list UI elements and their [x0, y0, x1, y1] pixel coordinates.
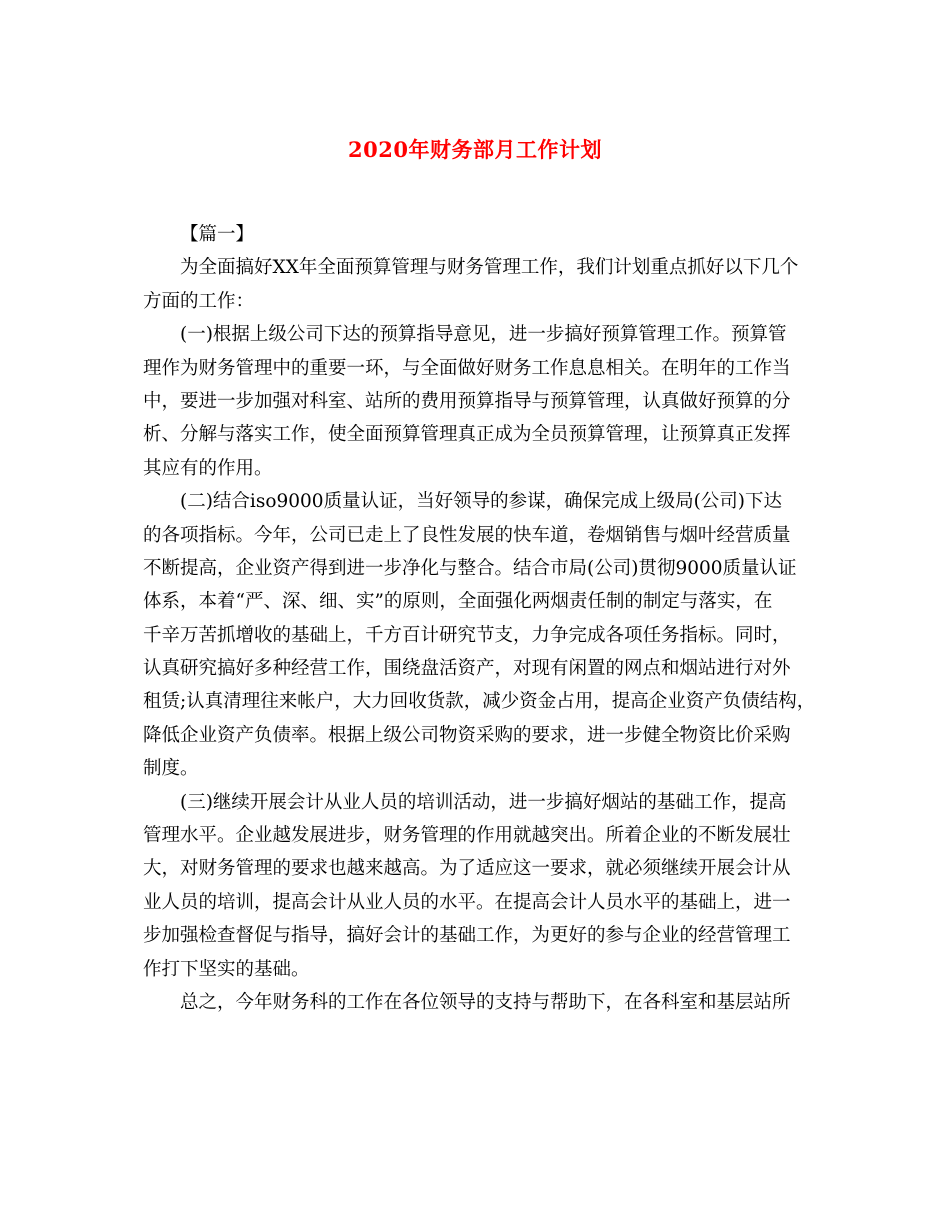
text-line: 作打下坚实的基础。 — [143, 958, 310, 980]
text-line: 的各项指标。今年，公司已走上了良性发展的快车道，卷烟销售与烟叶经营质量 — [143, 524, 791, 546]
text-line: 降低企业资产负债率。根据上级公司物资采购的要求，进一步健全物资比价采购 — [143, 724, 791, 746]
text-line: 租赁;认真清理往来帐户，大力回收货款，减少资金占用，提高企业资产负债结构， — [143, 691, 816, 713]
text-line: 管理水平。企业越发展进步，财务管理的作用就越突出。所着企业的不断发展壮 — [143, 825, 791, 847]
text-line: 其应有的作用。 — [143, 457, 273, 479]
text-line: 步加强检查督促与指导，搞好会计的基础工作，为更好的参与企业的经营管理工 — [143, 925, 791, 947]
text-line: 析、分解与落实工作，使全面预算管理真正成为全员预算管理，让预算真正发挥 — [143, 424, 791, 446]
text-line: 方面的工作： — [143, 290, 255, 312]
text-line: (三)继续开展会计从业人员的培训活动，进一步搞好烟站的基础工作，提高 — [180, 791, 787, 813]
text-line: 总之，今年财务科的工作在各位领导的支持与帮助下，在各科室和基层站所 — [180, 991, 791, 1013]
text-line: (二)结合iso9000质量认证，当好领导的参谋，确保完成上级局(公司)下达 — [180, 491, 783, 513]
text-line: (一)根据上级公司下达的预算指导意见，进一步搞好预算管理工作。预算管 — [180, 324, 787, 346]
text-line: 制度。 — [143, 758, 199, 780]
text-line: 中，要进一步加强对科室、站所的费用预算指导与预算管理，认真做好预算的分 — [143, 390, 791, 412]
text-line: 大，对财务管理的要求也越来越高。为了适应这一要求，就必须继续开展会计从 — [143, 858, 791, 880]
text-line: 体系，本着“严、深、细、实”的原则，全面强化两烟责任制的制定与落实，在 — [143, 591, 773, 613]
text-line: 认真研究搞好多种经营工作，围绕盘活资产，对现有闲置的网点和烟站进行对外 — [143, 658, 791, 680]
text-line: 千辛万苦抓增收的基础上，千方百计研究节支，力争完成各项任务指标。同时， — [143, 624, 791, 646]
text-line: 为全面搞好XX年全面预算管理与财务管理工作，我们计划重点抓好以下几个 — [180, 257, 799, 279]
document-body — [143, 218, 816, 1019]
document-title: 2020年财务部月工作计划 — [348, 137, 602, 162]
text-line: 不断提高，企业资产得到进一步净化与整合。结合市局(公司)贯彻9000质量认证 — [143, 557, 797, 579]
text-line: 业人员的培训，提高会计从业人员的水平。在提高会计人员水平的基础上，进一 — [143, 891, 791, 913]
text-line: 理作为财务管理中的重要一环，与全面做好财务工作息息相关。在明年的工作当 — [143, 357, 791, 379]
section-label: 【篇一】 — [180, 224, 255, 245]
